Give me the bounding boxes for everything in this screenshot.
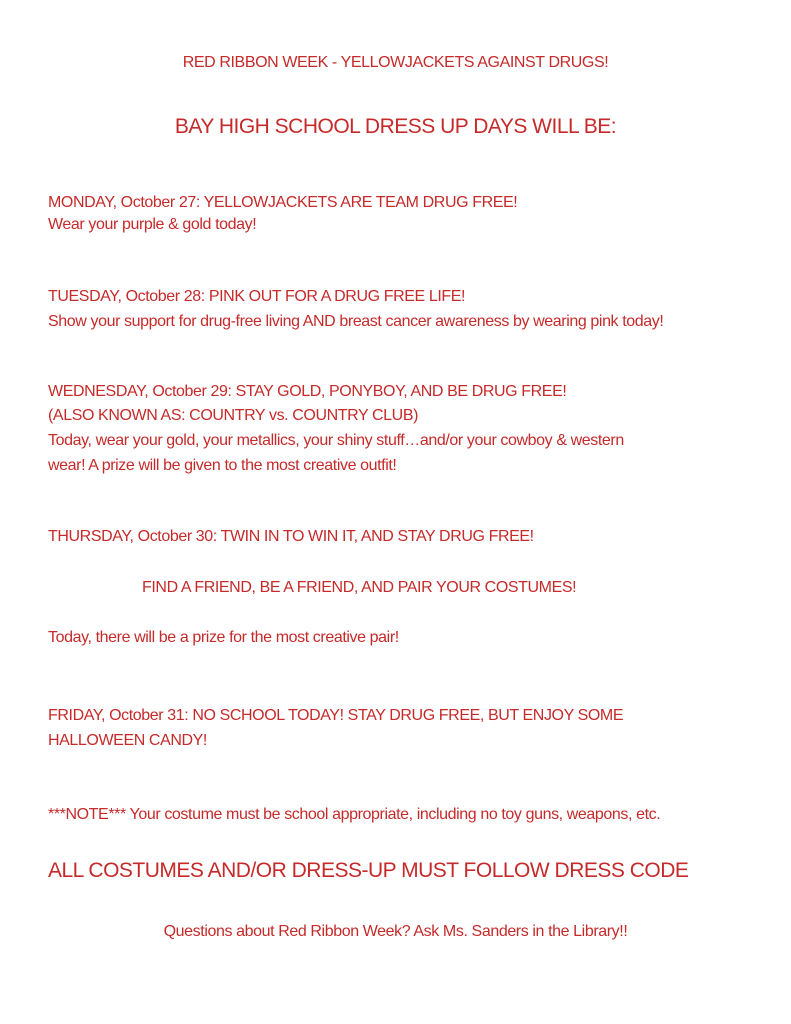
thursday-subheading: FIND A FRIEND, BE A FRIEND, AND PAIR YOUR COSTUMES! [142, 579, 577, 596]
dress-code-notice: ALL COSTUMES AND/OR DRESS-UP MUST FOLLOW DRESS CODE [48, 859, 689, 882]
costume-note: ***NOTE*** Your costume must be school appropriate, including no toy guns, weapons, etc. [48, 806, 661, 823]
friday-heading-1: FRIDAY, October 31: NO SCHOOL TODAY! STAY DRUG FREE, BUT ENJOY SOME [48, 707, 624, 724]
wednesday-heading: WEDNESDAY, October 29: STAY GOLD, PONYBOY, AND BE DRUG FREE! [48, 383, 567, 400]
thursday-detail: Today, there will be a prize for the most creative pair! [48, 629, 399, 646]
tuesday-detail: Show your support for drug-free living AND breast cancer awareness by wearing pink today! [48, 313, 664, 330]
wednesday-detail-2: wear! A prize will be given to the most creative outfit! [48, 457, 397, 474]
friday-heading-2: HALLOWEEN CANDY! [48, 732, 207, 749]
monday-heading: MONDAY, October 27: YELLOWJACKETS ARE TEAM DRUG FREE! [48, 194, 518, 211]
tuesday-heading: TUESDAY, October 28: PINK OUT FOR A DRUG FREE LIFE! [48, 288, 466, 305]
thursday-heading: THURSDAY, October 30: TWIN IN TO WIN IT, AND STAY DRUG FREE! [48, 528, 534, 545]
wednesday-aka: (ALSO KNOWN AS: COUNTRY vs. COUNTRY CLUB) [48, 407, 419, 424]
questions-contact: Questions about Red Ribbon Week? Ask Ms. Sanders in the Library!! [163, 923, 628, 940]
wednesday-detail-1: Today, wear your gold, your metallics, your shiny stuff…and/or your cowboy & western [48, 432, 624, 449]
flyer-heading: BAY HIGH SCHOOL DRESS UP DAYS WILL BE: [174, 115, 617, 138]
monday-detail: Wear your purple & gold today! [48, 216, 257, 233]
flyer-title: RED RIBBON WEEK - YELLOWJACKETS AGAINST DRUGS! [182, 54, 609, 71]
